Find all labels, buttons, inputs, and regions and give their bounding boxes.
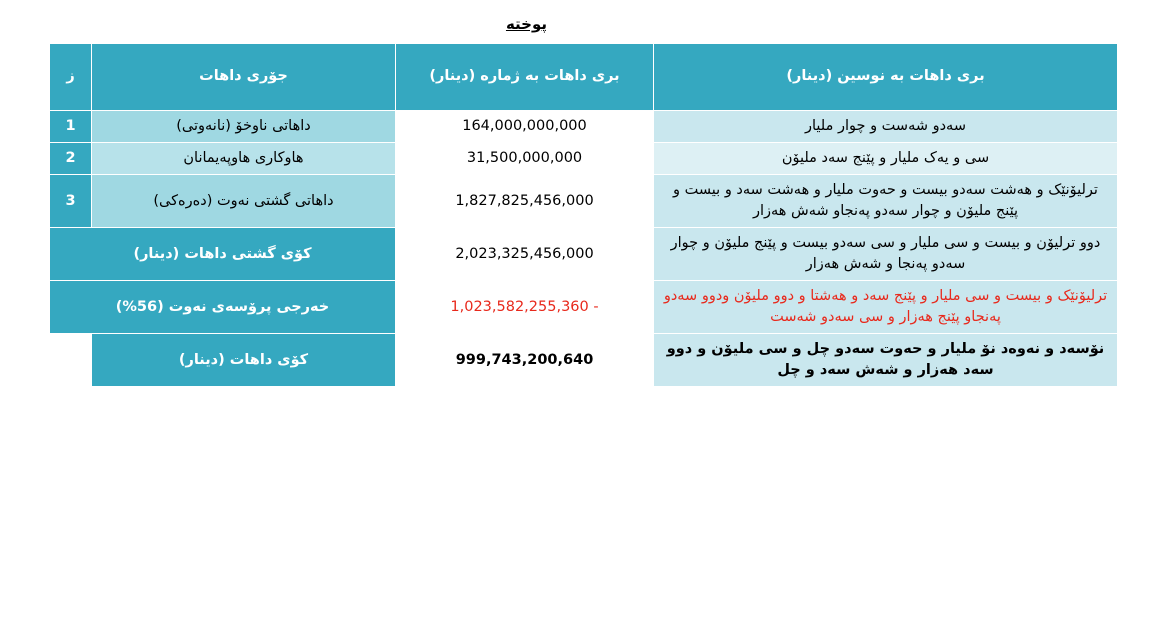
cell-amount-words: سەدو شەست و چوار ملیار — [654, 111, 1118, 143]
summary-row-net-revenue — [50, 334, 1118, 387]
cell-revenue-type: داهاتی گشتی نەوت (دەرەکی) — [92, 175, 396, 228]
revenue-summary-table — [49, 43, 1118, 387]
table-row — [50, 175, 1118, 228]
column-header-index: ز — [50, 44, 92, 111]
summary-row-total-revenue — [50, 228, 1118, 281]
cell-amount-words: دوو ترلیۆن و بیست و سی ملیار و سی سەدو بیست و پێنج ملیۆن و چوار سەدو پەنجا و شەش هەزار — [654, 228, 1118, 281]
cell-empty — [50, 334, 92, 387]
table-header — [50, 44, 1118, 111]
page-title-container — [0, 0, 1173, 43]
cell-summary-label: کۆی داهات (دینار) — [92, 334, 396, 387]
cell-revenue-type: هاوکاری هاوپەیمانان — [92, 143, 396, 175]
cell-amount-words: ترلیۆنێک و بیست و سی ملیار و پێنج سەد و هەشتا و دوو ملیۆن ودوو سەدو پەنجاو پێنج هەزار و سی سەدو شەست — [654, 281, 1118, 334]
column-header-amount-numeric: بری داهات بە ژمارە (دینار) — [396, 44, 654, 111]
summary-row-oil-cost — [50, 281, 1118, 334]
cell-amount-numeric: 31,500,000,000 — [396, 143, 654, 175]
cell-amount-words: ترلیۆنێک و هەشت سەدو بیست و حەوت ملیار و هەشت سەد و بیست و پێنج ملیۆن و چوار سەدو پەنجاو شەش هەزار — [654, 175, 1118, 228]
cell-revenue-type: داهاتی ناوخۆ (نانەوتی) — [92, 111, 396, 143]
cell-amount-numeric: 1,827,825,456,000 — [396, 175, 654, 228]
table-header-row — [50, 44, 1118, 111]
table-body — [50, 111, 1118, 387]
cell-index: 3 — [50, 175, 92, 228]
cell-amount-numeric: 999,743,200,640 — [396, 334, 654, 387]
cell-amount-numeric: 164,000,000,000 — [396, 111, 654, 143]
column-header-revenue-type: جۆری داهات — [92, 44, 396, 111]
cell-summary-label: کۆی گشتی داهات (دینار) — [50, 228, 396, 281]
column-header-amount-words: بری داهات بە نوسین (دینار) — [654, 44, 1118, 111]
cell-amount-numeric: 2,023,325,456,000 — [396, 228, 654, 281]
cell-amount-numeric: - 1,023,582,255,360 — [396, 281, 654, 334]
cell-summary-label: خەرجی پرۆسەی نەوت (56%) — [50, 281, 396, 334]
table-row — [50, 111, 1118, 143]
table-row — [50, 143, 1118, 175]
cell-amount-words: سی و یەک ملیار و پێنج سەد ملیۆن — [654, 143, 1118, 175]
page-title: پوختە — [505, 15, 548, 33]
cell-index: 1 — [50, 111, 92, 143]
cell-index: 2 — [50, 143, 92, 175]
cell-amount-words: نۆسەد و نەوەد نۆ ملیار و حەوت سەدو چل و سی ملیۆن و دوو سەد هەزار و شەش سەد و چل — [654, 334, 1118, 387]
